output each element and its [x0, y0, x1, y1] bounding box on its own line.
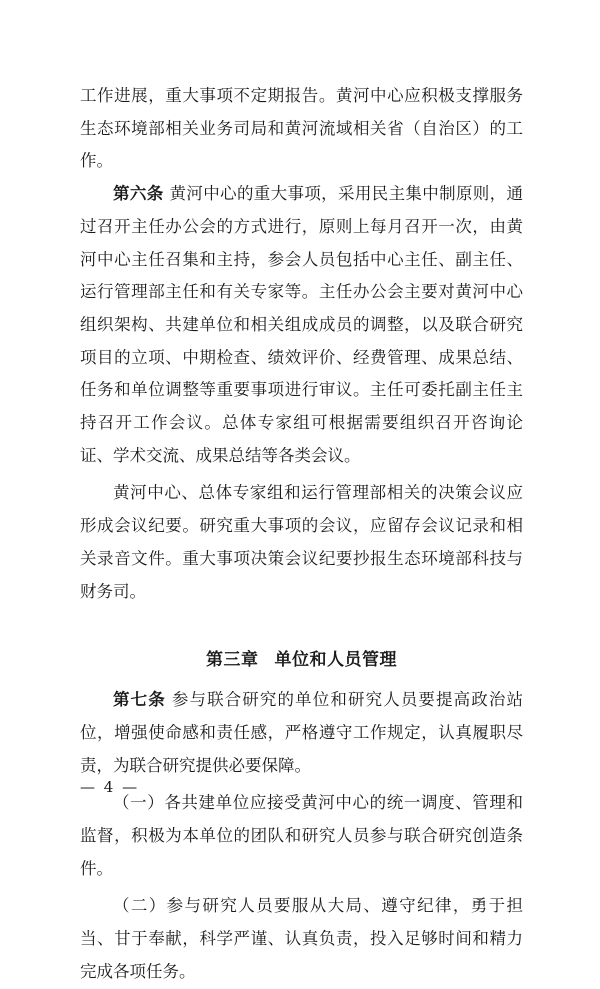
article-7 [80, 684, 523, 782]
article-6-label: 第六条 [113, 184, 164, 204]
page-number: — 4 — [80, 778, 140, 796]
article-7-label: 第七条 [113, 690, 166, 710]
article-7-text: 参与联合研究的单位和研究人员要提高政治站位，增强使命感和责任感，严格遵守工作规定，认真履职尽责，为联合研究提供必要保障。 [80, 690, 524, 775]
article-6 [80, 178, 523, 472]
clause-2: （二）参与研究人员要服从大局、遵守纪律，勇于担当、甘于奉献，科学严谨、认真负责，投入足够时间和精力完成各项任务。 [80, 896, 523, 981]
article-6-text: 黄河中心的重大事项，采用民主集中制原则，通过召开主任办公会的方式进行，原则上每月召开一次，由黄河中心主任召集和主持，参会人员包括中心主任、副主任、运行管理部主任和有关专家等。主任办公会主要对黄河中心组织架构、共建单位和相关组成成员的调整，以及联合研究项目的立项、中期检查、绩效评价、经费管理、成果总结、任务和单位调整等重要事项进行审议。主任可委托副主任主持召开工作会议。总体专家组可根据需要组织召开咨询论证、学术交流、成果总结等各类会议。 [80, 184, 524, 465]
clause-1: （一）各共建单位应接受黄河中心的统一调度、管理和监督，积极为本单位的团队和研究人员参与联合研究创造条件。 [80, 793, 523, 878]
chapter-number: 第三章 [206, 650, 259, 671]
paragraph-meeting-minutes: 黄河中心、总体专家组和运行管理部相关的决策会议应形成会议纪要。研究重大事项的会议，应留存会议记录和相关录音文件。重大事项决策会议纪要抄报生态环境部科技与财务司。 [80, 483, 523, 601]
document-body [80, 80, 523, 989]
paragraph-continued: 工作进展，重大事项不定期报告。黄河中心应积极支撑服务生态环境部相关业务司局和黄河流域相关省（自治区）的工作。 [80, 86, 523, 171]
chapter-title: 单位和人员管理 [274, 650, 397, 671]
chapter-heading [80, 644, 523, 676]
